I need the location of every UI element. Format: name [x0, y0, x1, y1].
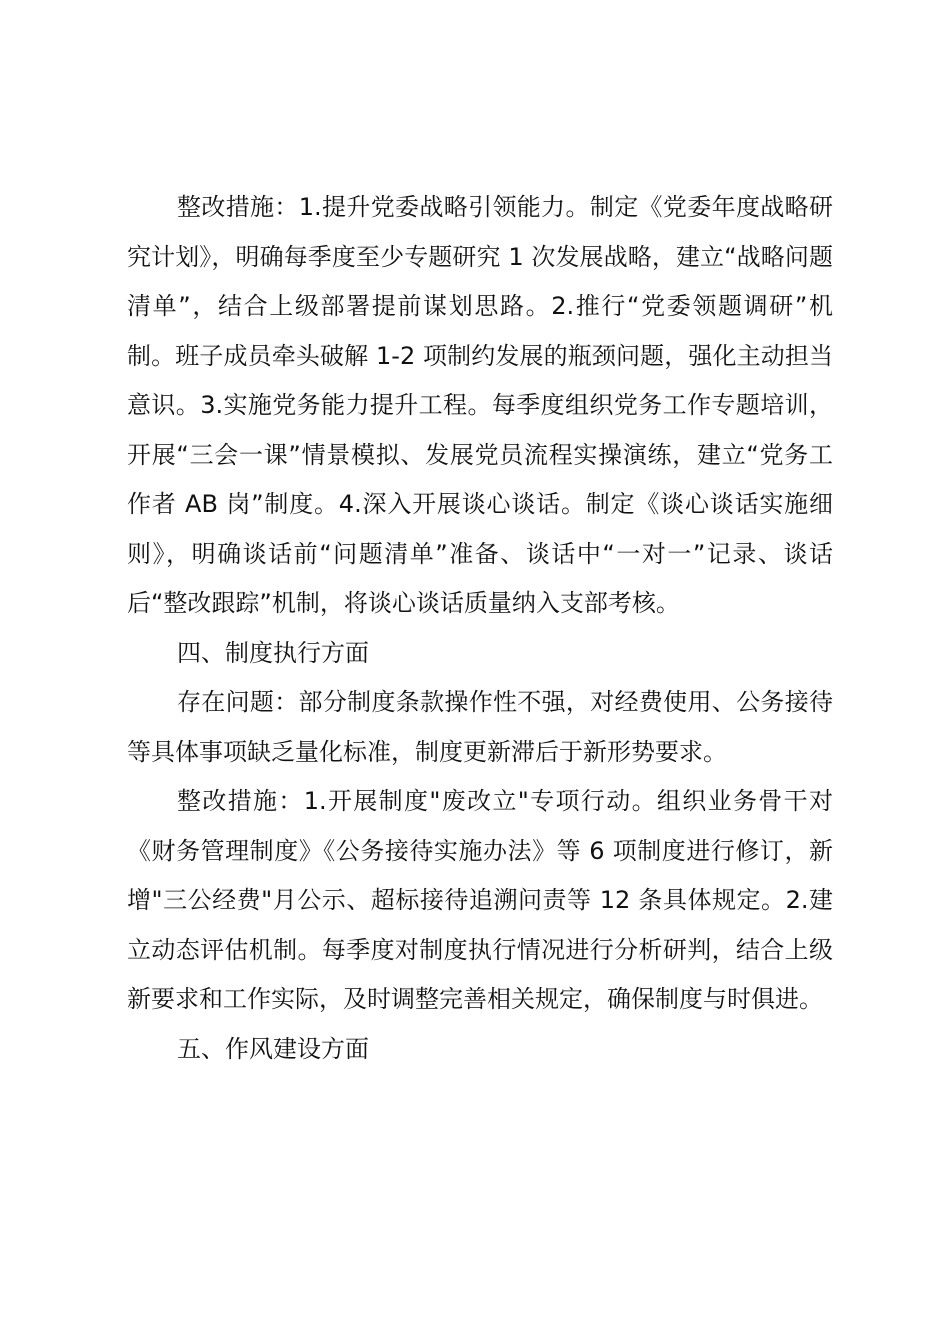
- section-heading-work-style: 五、作风建设方面: [177, 1034, 369, 1063]
- paragraph-rectification-measures-2: 整改措施：1.开展制度"废改立"专项行动。组织业务骨干对《财务管理制度》《公务接待实施办法》等 6 项制度进行修订，新增"三公经费"月公示、超标接待追溯问责等 12 条具体规定。2.建立动态评估机制。每季度对制度执行情况进行分析研判，结合上级新要求和工作实际，及时调整完善相关规定，确保制度与时俱进。: [127, 787, 833, 1013]
- paragraph-existing-problems: 存在问题：部分制度条款操作性不强，对经费使用、公务接待等具体事项缺乏量化标准，制度更新滞后于新形势要求。: [127, 688, 833, 766]
- section-heading-system-execution: 四、制度执行方面: [177, 638, 369, 667]
- document-body: [127, 183, 833, 1074]
- paragraph-rectification-measures-1: 整改措施：1.提升党委战略引领能力。制定《党委年度战略研究计划》，明确每季度至少专题研究 1 次发展战略，建立“战略问题清单”，结合上级部署提前谋划思路。2.推行“党委领题调研”机制。班子成员牵头破解 1-2 项制约发展的瓶颈问题，强化主动担当意识。3.实施党务能力提升工程。每季度组织党务工作专题培训，开展“三会一课”情景模拟、发展党员流程实操演练，建立“党务工作者 AB 岗”制度。4.深入开展谈心谈话。制定《谈心谈话实施细则》，明确谈话前“问题清单”准备、谈话中“一对一”记录、谈话后“整改跟踪”机制，将谈心谈话质量纳入支部考核。: [127, 193, 833, 617]
